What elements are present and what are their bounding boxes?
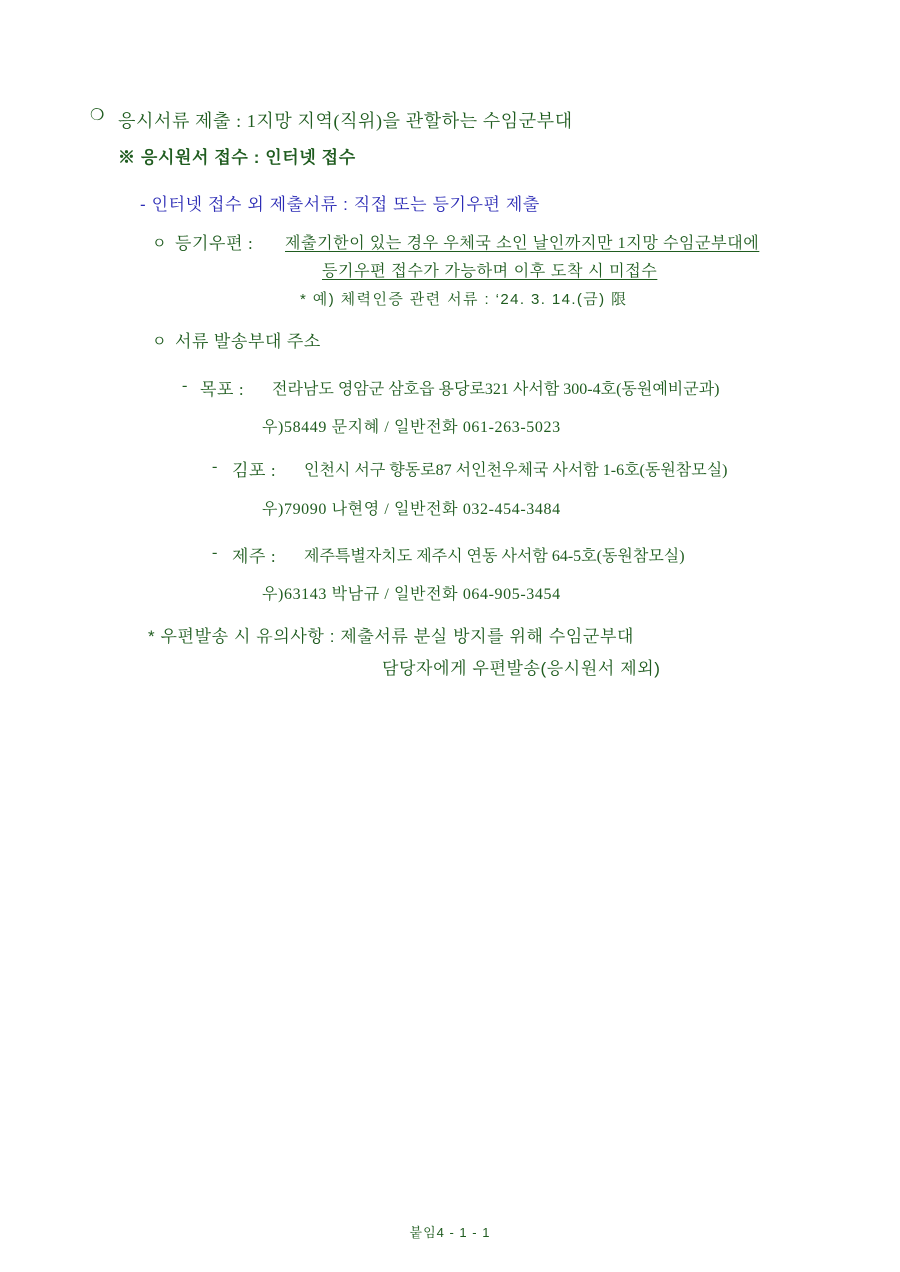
dash-address-mokpo: - (182, 377, 188, 394)
text-address-jeju-contact: 우)63143 박남규 / 일반전화 064-905-3454 (262, 586, 561, 603)
marker-circle-registered-mail: ㅇ (152, 236, 167, 252)
note-mailing-caution: * 우편발송 시 유의사항 : 제출서류 분실 방지를 위해 수임군부대 (148, 627, 634, 646)
marker-circle-address-list: ㅇ (152, 334, 167, 350)
label-registered-mail: 등기우편 : (175, 234, 254, 253)
label-address-list: 서류 발송부대 주소 (175, 332, 321, 351)
text-registered-mail-deadline: 제출기한이 있는 경우 우체국 소인 날인까지만 1지망 수임군부대에 (285, 235, 760, 252)
text-address-gimpo: 인천시 서구 향동로87 서인천우체국 사서함 1-6호(동원참모실) (304, 462, 728, 479)
line-offline-documents: - 인터넷 접수 외 제출서류 : 직접 또는 등기우편 제출 (140, 195, 540, 214)
text-address-gimpo-contact: 우)79090 나현영 / 일반전화 032-454-3484 (262, 501, 561, 518)
line-application-reception: ※ 응시원서 접수 : 인터넷 접수 (118, 148, 356, 167)
note-mailing-caution-cont: 담당자에게 우편발송(응시원서 제외) (382, 659, 661, 678)
note-fitness-certificate: * 예) 체력인증 관련 서류 : ‘24. 3. 14.(금) 限 (300, 291, 628, 308)
label-address-jeju: 제주 : (232, 547, 277, 566)
text-address-mokpo-contact: 우)58449 문지혜 / 일반전화 061-263-5023 (262, 419, 561, 436)
label-address-mokpo: 목포 : (200, 380, 245, 399)
page-footer: 붙임4 - 1 - 1 (409, 1225, 491, 1240)
text-address-mokpo: 전라남도 영암군 삼호읍 용당로321 사서함 300-4호(동원예비군과) (272, 381, 720, 398)
dash-address-jeju: - (212, 544, 218, 561)
text-registered-mail-deadline-cont: 등기우편 접수가 가능하며 이후 도착 시 미접수 (322, 263, 658, 280)
line-submission-documents: 응시서류 제출 : 1지망 지역(직위)을 관할하는 수임군부대 (118, 111, 573, 131)
dash-address-gimpo: - (212, 458, 218, 475)
text-address-jeju: 제주특별자치도 제주시 연동 사서함 64-5호(동원참모실) (304, 548, 685, 565)
label-address-gimpo: 김포 : (232, 461, 277, 480)
bullet-ring-icon: ❍ (90, 107, 105, 124)
